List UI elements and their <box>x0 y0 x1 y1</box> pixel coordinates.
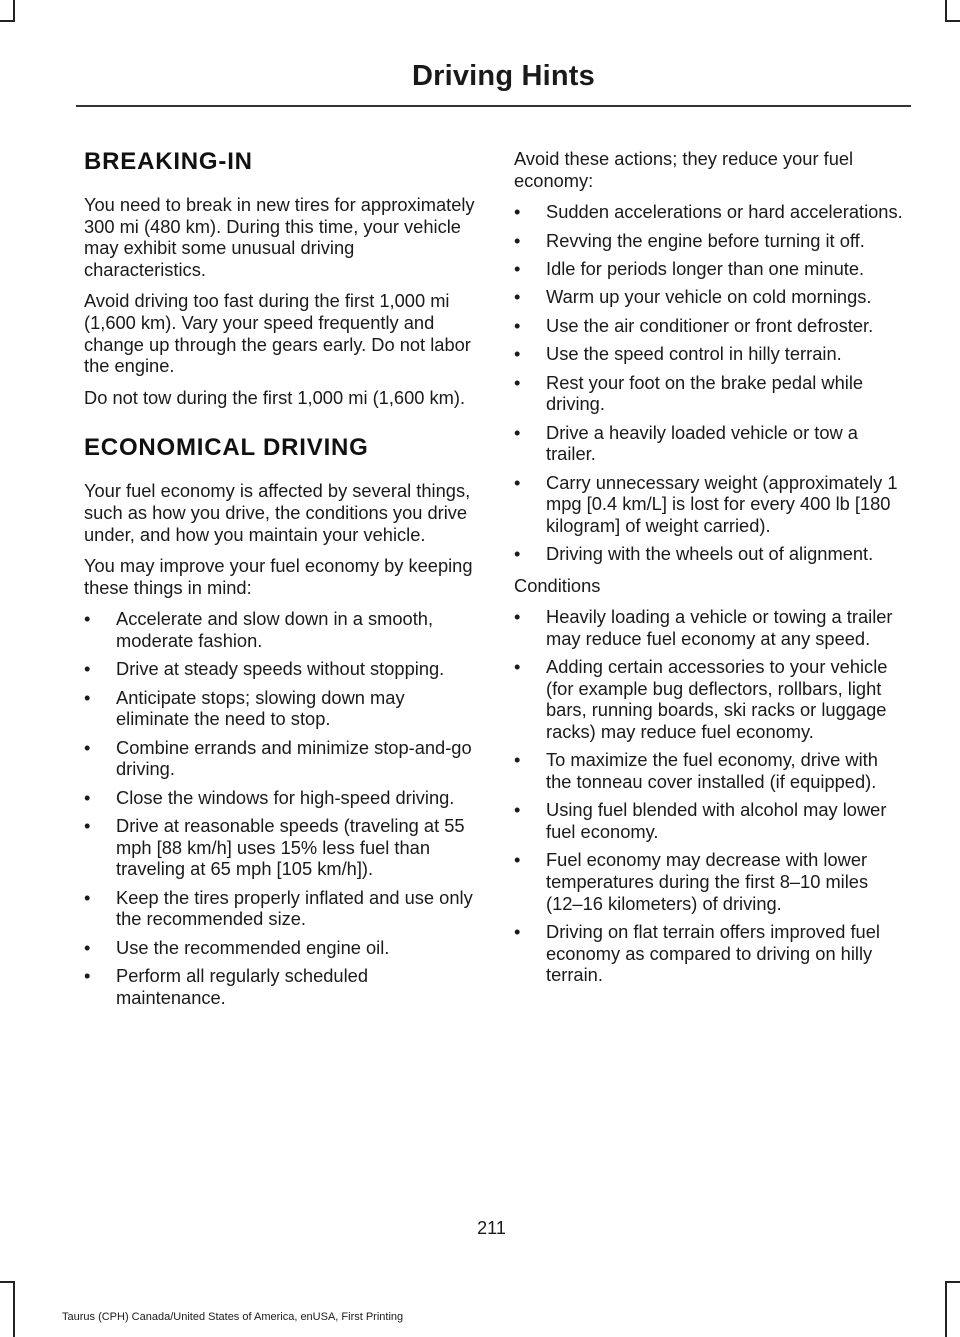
list-item <box>514 921 906 986</box>
list-item <box>514 472 906 537</box>
section-heading-breaking-in: BREAKING-IN <box>84 148 253 175</box>
crop-mark-top-left-v <box>13 0 15 22</box>
list-item <box>514 606 906 649</box>
bullet-icon: • <box>84 686 91 708</box>
bullet-icon: • <box>514 314 521 336</box>
paragraph: You need to break in new tires for approximately 300 mi (480 km). During this time, your vehicle may exhibit some unusual driving characteristics. <box>84 194 475 280</box>
list-item <box>84 887 476 930</box>
bullet-icon: • <box>514 421 521 443</box>
bullet-icon: • <box>514 343 521 365</box>
list-item-text: To maximize the fuel economy, drive with the tonneau cover installed (if equipped). <box>546 749 878 793</box>
list-item <box>84 937 476 959</box>
list-item-text: Combine errands and minimize stop-and-go driving. <box>116 736 472 780</box>
crop-mark-top-right-v <box>945 0 947 22</box>
list-item <box>514 201 906 223</box>
list-item-text: Drive a heavily loaded vehicle or tow a trailer. <box>546 421 858 465</box>
list-item-text: Carry unnecessary weight (approximately 1 mpg [0.4 km/L] is lost for every 400 lb [180 kilogram] of weight carried). <box>546 471 898 536</box>
footer-publication-info: Taurus (CPH) Canada/United States of America, enUSA, First Printing <box>62 1311 404 1323</box>
crop-mark-top-right-h <box>945 20 960 22</box>
bullet-icon: • <box>514 920 521 942</box>
list-item <box>514 286 906 308</box>
list-item-text: Sudden accelerations or hard accelerations. <box>546 201 903 223</box>
bullet-icon: • <box>514 799 521 821</box>
list-item <box>514 343 906 365</box>
list-item-text: Drive at reasonable speeds (traveling at 55 mph [88 km/h] uses 15% less fuel than traveling at 65 mph [105 km/h]). <box>116 815 465 880</box>
list-item <box>514 372 906 415</box>
list-item <box>514 656 906 742</box>
bullet-icon: • <box>514 201 521 223</box>
list-item-text: Adding certain accessories to your vehicle (for example bug deflectors, rollbars, light bars, running boards, ski racks or luggage racks) may reduce fuel economy. <box>546 656 888 743</box>
crop-mark-bottom-right-h <box>945 1281 960 1283</box>
bullet-icon: • <box>514 471 521 493</box>
bullet-icon: • <box>514 371 521 393</box>
crop-mark-bottom-left-h <box>0 1281 15 1283</box>
bullet-list-fuel-tips <box>84 608 476 1008</box>
list-item-text: Idle for periods longer than one minute. <box>546 257 865 279</box>
list-item <box>84 687 476 730</box>
bullet-icon: • <box>514 656 521 678</box>
paragraph: Do not tow during the first 1,000 mi (1,600 km). <box>84 386 466 408</box>
list-item-text: Driving with the wheels out of alignment. <box>546 543 874 565</box>
list-item-text: Close the windows for high-speed driving. <box>116 786 455 808</box>
list-item <box>514 315 906 337</box>
paragraph: Your fuel economy is affected by several things, such as how you drive, the conditions you drive under, and how you maintain your vehicle. <box>84 480 471 545</box>
list-item <box>514 799 906 842</box>
list-item <box>514 258 906 280</box>
list-item <box>514 230 906 252</box>
list-item-text: Perform all regularly scheduled maintenance. <box>116 965 368 1008</box>
list-item-text: Rest your foot on the brake pedal while driving. <box>546 371 864 415</box>
bullet-icon: • <box>84 815 91 837</box>
paragraph: You may improve your fuel economy by keeping these things in mind: <box>84 555 473 598</box>
conditions-label: Conditions <box>514 574 601 596</box>
bullet-icon: • <box>514 229 521 251</box>
bullet-icon: • <box>514 543 521 565</box>
paragraph-avoid-intro: Avoid these actions; they reduce your fuel economy: <box>514 148 854 191</box>
list-item-text: Heavily loading a vehicle or towing a trailer may reduce fuel economy at any speed. <box>546 606 893 649</box>
section-heading-economical-driving: ECONOMICAL DRIVING <box>84 434 369 462</box>
list-item-text: Revving the engine before turning it off. <box>546 229 865 251</box>
paragraph: Avoid driving too fast during the first 1,000 mi (1,600 km). Vary your speed frequently and change up through the gears early. Do not labor the engine. <box>84 290 471 377</box>
list-item-text: Warm up your vehicle on cold mornings. <box>546 286 872 308</box>
list-item <box>84 815 476 880</box>
bullet-icon: • <box>84 786 91 808</box>
crop-mark-bottom-right-v <box>945 1281 947 1337</box>
bullet-icon: • <box>84 965 91 986</box>
bullet-icon: • <box>84 736 91 758</box>
list-item-text: Use the air conditioner or front defroster. <box>546 314 874 336</box>
bullet-icon: • <box>84 886 91 908</box>
header-divider <box>76 105 911 107</box>
bullet-icon: • <box>84 936 91 958</box>
bullet-icon: • <box>514 849 521 871</box>
bullet-icon: • <box>514 749 521 771</box>
list-item-text: Fuel economy may decrease with lower temperatures during the first 8–10 miles (12–16 kilometers) of driving. <box>546 849 869 914</box>
list-item <box>514 543 906 565</box>
list-item-text: Anticipate stops; slowing down may eliminate the need to stop. <box>116 686 405 730</box>
list-item <box>84 965 476 1008</box>
left-column <box>84 146 476 1018</box>
crop-mark-bottom-left-v <box>13 1281 15 1337</box>
page-number: 211 <box>477 1218 506 1238</box>
list-item <box>84 737 476 780</box>
list-item-text: Use the speed control in hilly terrain. <box>546 343 842 365</box>
list-item <box>514 422 906 465</box>
list-item <box>84 787 476 809</box>
list-item-text: Using fuel blended with alcohol may lower fuel economy. <box>546 799 887 842</box>
list-item <box>514 849 906 914</box>
bullet-icon: • <box>84 608 91 630</box>
list-item <box>84 608 476 651</box>
list-item-text: Use the recommended engine oil. <box>116 936 390 958</box>
bullet-icon: • <box>514 286 521 308</box>
list-item <box>514 749 906 792</box>
list-item-text: Accelerate and slow down in a smooth, moderate fashion. <box>116 608 434 651</box>
list-item-text: Driving on flat terrain offers improved fuel economy as compared to driving on hilly terrain. <box>546 920 880 986</box>
crop-mark-top-left-h <box>0 20 15 22</box>
bullet-icon: • <box>514 606 521 628</box>
list-item-text: Keep the tires properly inflated and use only the recommended size. <box>116 886 473 930</box>
bullet-list-conditions <box>514 606 906 985</box>
bullet-list-avoid-actions <box>514 201 906 564</box>
list-item <box>84 658 476 680</box>
right-column <box>514 148 906 996</box>
bullet-icon: • <box>84 658 91 680</box>
bullet-icon: • <box>514 257 521 279</box>
list-item-text: Drive at steady speeds without stopping. <box>116 658 445 680</box>
page-header-title: Driving Hints <box>411 60 595 92</box>
